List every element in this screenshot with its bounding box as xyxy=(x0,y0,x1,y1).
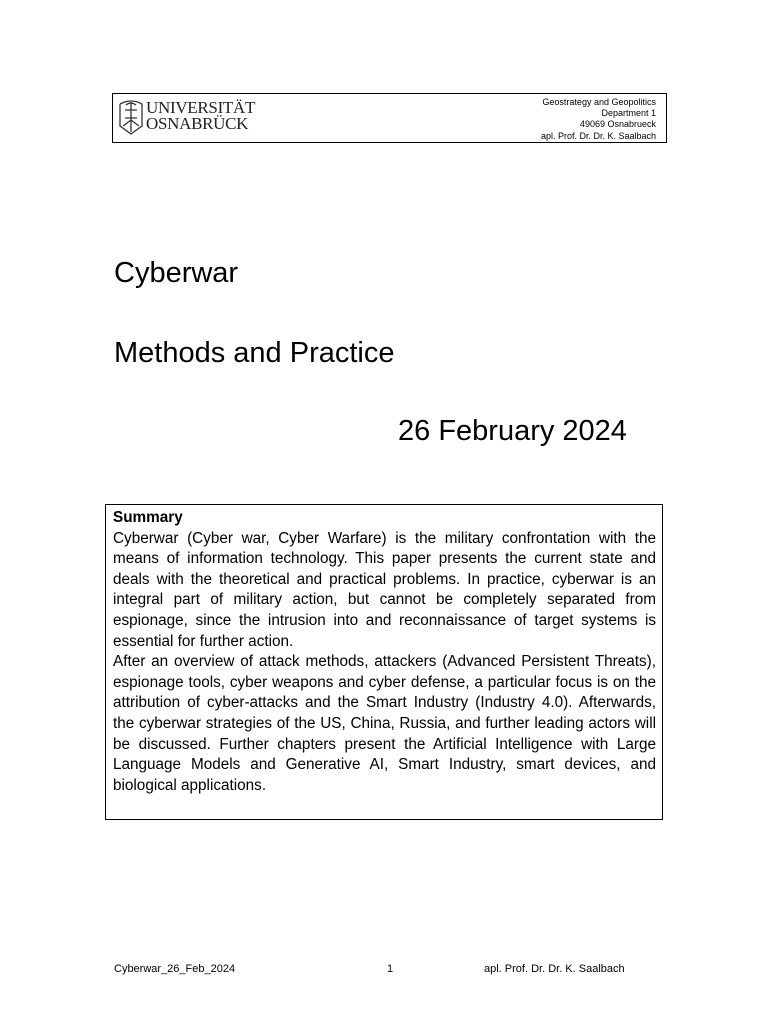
document-subtitle: Methods and Practice xyxy=(114,337,395,369)
department-line: Geostrategy and Geopolitics xyxy=(542,97,656,107)
summary-heading: Summary xyxy=(113,509,183,526)
logo-line-1: UNIVERSITÄT xyxy=(146,98,256,117)
logo-line-2: OSNABRÜCK xyxy=(146,114,249,133)
department-line: Department 1 xyxy=(601,108,656,119)
footer-page-number: 1 xyxy=(387,963,394,975)
department-info xyxy=(541,97,656,142)
department-line: 49069 Osnabrueck xyxy=(579,119,656,130)
university-wordmark xyxy=(146,100,255,132)
summary-paragraph: Cyberwar (Cyber war, Cyber Warfare) is the military confrontation with the means of information technology. This paper presents the current state and deals with the theoretical and practical problems. In practice, cyberwar is an integral part of military action, but cannot be completely separated from espionage, since the intrusion into and reconnaissance of target systems is essential for further action. xyxy=(113,529,656,650)
footer-filename: Cyberwar_26_Feb_2024 xyxy=(114,963,236,975)
document-title: Cyberwar xyxy=(114,257,239,289)
footer-author: apl. Prof. Dr. Dr. K. Saalbach xyxy=(484,963,625,975)
letterhead xyxy=(112,93,667,143)
summary-box xyxy=(105,504,663,820)
university-crest-icon xyxy=(117,96,145,136)
summary-paragraph: After an overview of attack methods, attackers (Advanced Persistent Threats), espionage tools, cyber weapons and cyber defense, a particular focus is on the attribution of cyber-attacks and the Smart Industry (Industry 4.0). Afterwards, the cyberwar strategies of the US, China, Russia, and further leading actors will be discussed. Further chapters present the Artificial Intelligence with Large Language Models and Generative AI, Smart Industry, smart devices, and biological applications. xyxy=(113,653,656,794)
document-date: 26 February 2024 xyxy=(398,415,627,447)
department-line: apl. Prof. Dr. Dr. K. Saalbach xyxy=(540,130,656,141)
university-logo xyxy=(117,96,255,136)
